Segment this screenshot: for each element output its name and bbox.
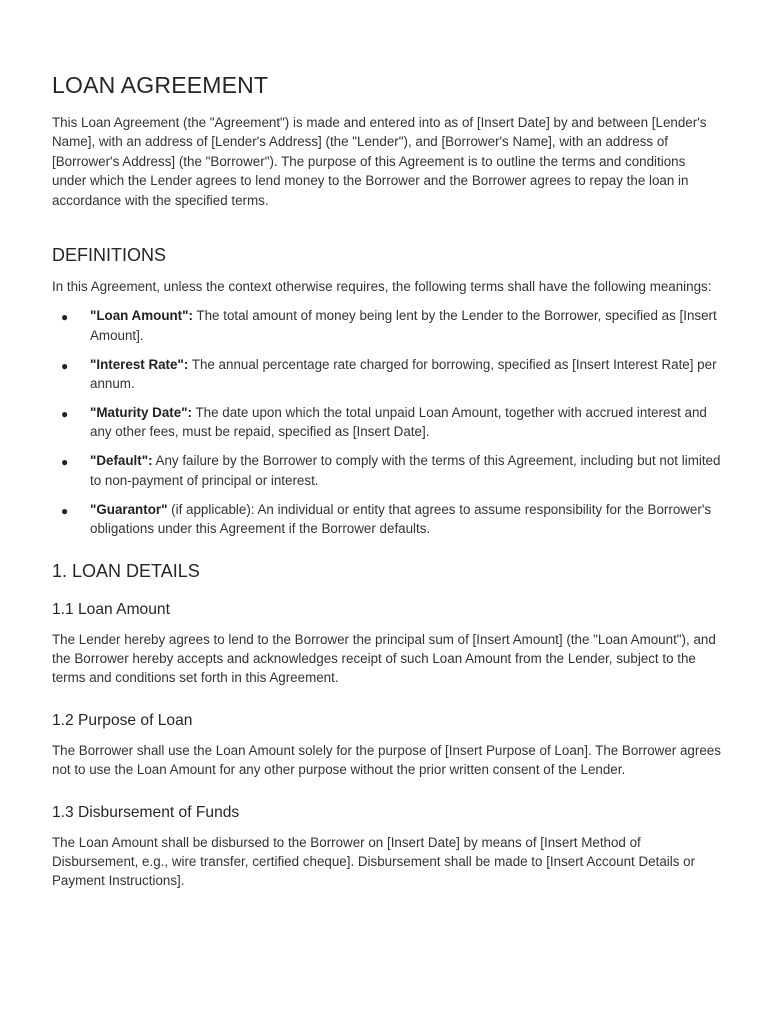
definition-text: (if applicable): An individual or entity that agrees to assume responsibility for the Borrower's obligations under this Agreement if the Borrower defaults. bbox=[90, 501, 712, 537]
definition-term: "Interest Rate": bbox=[90, 356, 189, 372]
bullet-icon: ● bbox=[61, 310, 69, 325]
definitions-heading: DEFINITIONS bbox=[52, 245, 167, 266]
definition-term: "Default": bbox=[90, 453, 153, 469]
definitions-intro: In this Agreement, unless the context otherwise requires, the following terms shall have the following meanings: bbox=[52, 279, 712, 295]
definition-item bbox=[52, 355, 722, 394]
subsection-text-purpose: The Borrower shall use the Loan Amount solely for the purpose of [Insert Purpose of Loan]. The Borrower agrees not to use the Loan Amount for any other purpose without the prior written consent of the Lender. bbox=[52, 742, 721, 778]
bullet-icon: ● bbox=[61, 455, 69, 470]
definition-item bbox=[52, 500, 722, 539]
definition-item bbox=[52, 403, 722, 442]
definition-text: The total amount of money being lent by the Lender to the Borrower, specified as [Insert Amount]. bbox=[90, 308, 717, 343]
bullet-icon: ● bbox=[61, 503, 69, 518]
definitions-list bbox=[52, 306, 722, 538]
subsection-heading-loan-amount: 1.1 Loan Amount bbox=[52, 600, 170, 618]
document-title: LOAN AGREEMENT bbox=[52, 72, 269, 98]
definition-term: "Maturity Date": bbox=[90, 405, 192, 421]
loan-details-heading: 1. LOAN DETAILS bbox=[52, 560, 200, 581]
definition-text: The annual percentage rate charged for borrowing, specified as [Insert Interest Rate] per annum. bbox=[90, 356, 717, 392]
intro-paragraph: This Loan Agreement (the "Agreement") is made and entered into as of [Insert Date] by and between [Lender's Name], with an address of [Lender's Address] (the "Lender"), and [Borrower's Name], with an address of [Borrower's Address] (the "Borrower"). The purpose of this Agreement is to outline the terms and conditions under which the Lender agrees to lend money to the Borrower and the Borrower agrees to repay the loan in accordance with the specified terms. bbox=[52, 115, 707, 208]
subsection-text-disbursement: The Loan Amount shall be disbursed to the Borrower on [Insert Date] by means of [Insert Method of Disbursement, e.g., wire transfer, certified cheque]. Disbursement shall be made to [Insert Account Details or Payment Instructions]. bbox=[52, 834, 696, 889]
subsection-text-loan-amount: The Lender hereby agrees to lend to the Borrower the principal sum of [Insert Amount] (the "Loan Amount"), and the Borrower hereby accepts and acknowledges receipt of such Loan Amount from the Lender, subject to the terms and conditions set forth in this Agreement. bbox=[52, 631, 716, 686]
document-page bbox=[52, 70, 722, 913]
definition-item bbox=[52, 306, 722, 345]
definition-item bbox=[52, 451, 722, 490]
definition-text: Any failure by the Borrower to comply with the terms of this Agreement, including but not limited to non-payment of principal or interest. bbox=[90, 453, 721, 488]
subsection-heading-disbursement: 1.3 Disbursement of Funds bbox=[52, 803, 240, 821]
subsection-heading-purpose: 1.2 Purpose of Loan bbox=[52, 711, 193, 729]
bullet-icon: ● bbox=[61, 407, 69, 422]
bullet-icon: ● bbox=[61, 358, 69, 373]
definition-text: The date upon which the total unpaid Loan Amount, together with accrued interest and any other fees, must be repaid, specified as [Insert Date]. bbox=[90, 405, 707, 440]
definition-term: "Guarantor" bbox=[90, 501, 168, 517]
definition-term: "Loan Amount": bbox=[90, 308, 193, 324]
